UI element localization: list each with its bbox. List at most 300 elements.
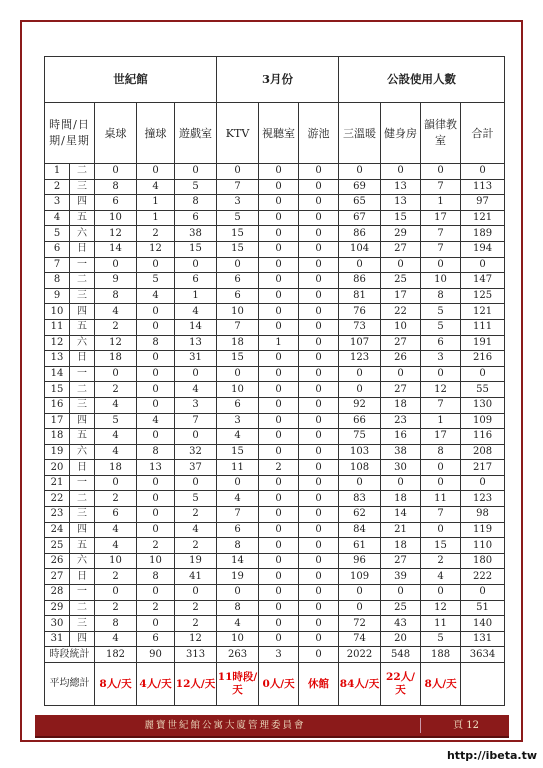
count-cell: 75 xyxy=(339,429,381,445)
count-cell: 6 xyxy=(217,397,259,413)
table-row xyxy=(45,475,505,491)
count-cell: 8 xyxy=(217,600,259,616)
count-cell: 0 xyxy=(299,366,339,382)
count-cell: 69 xyxy=(339,179,381,195)
count-cell: 4 xyxy=(95,522,137,538)
header-row-top xyxy=(45,57,505,103)
total-cell: 182 xyxy=(95,647,137,663)
count-cell: 10 xyxy=(95,553,137,569)
date-cell: 12 xyxy=(45,335,70,351)
weekday-cell: 四 xyxy=(70,631,95,647)
count-cell: 121 xyxy=(461,304,505,320)
table-row xyxy=(45,538,505,554)
date-cell: 15 xyxy=(45,382,70,398)
count-cell: 0 xyxy=(95,366,137,382)
total-cell: 263 xyxy=(217,647,259,663)
date-cell: 27 xyxy=(45,569,70,585)
count-cell: 0 xyxy=(259,429,299,445)
count-cell: 0 xyxy=(381,585,421,601)
count-cell: 18 xyxy=(381,491,421,507)
count-cell: 1 xyxy=(137,210,175,226)
count-cell: 0 xyxy=(339,366,381,382)
count-cell: 15 xyxy=(217,444,259,460)
count-cell: 0 xyxy=(259,351,299,367)
count-cell: 103 xyxy=(339,444,381,460)
facility-header: 撞球 xyxy=(137,103,175,164)
date-cell: 1 xyxy=(45,164,70,180)
count-cell: 0 xyxy=(217,164,259,180)
count-cell: 0 xyxy=(259,397,299,413)
count-cell: 123 xyxy=(461,491,505,507)
count-cell: 107 xyxy=(339,335,381,351)
count-cell: 0 xyxy=(421,164,461,180)
weekday-cell: 四 xyxy=(70,413,95,429)
count-cell: 109 xyxy=(461,413,505,429)
average-cell: 11時段/天 xyxy=(217,663,259,706)
count-cell: 15 xyxy=(421,538,461,554)
count-cell: 189 xyxy=(461,226,505,242)
count-cell: 4 xyxy=(137,179,175,195)
count-cell: 4 xyxy=(175,522,217,538)
count-cell: 6 xyxy=(175,273,217,289)
count-cell: 0 xyxy=(299,429,339,445)
count-cell: 25 xyxy=(381,600,421,616)
page-number: 頁 12 xyxy=(453,720,479,731)
count-cell: 113 xyxy=(461,179,505,195)
weekday-cell: 四 xyxy=(70,522,95,538)
count-cell: 0 xyxy=(259,413,299,429)
weekday-cell: 日 xyxy=(70,460,95,476)
count-cell: 7 xyxy=(217,319,259,335)
count-cell: 0 xyxy=(259,585,299,601)
count-cell: 8 xyxy=(421,288,461,304)
count-cell: 208 xyxy=(461,444,505,460)
count-cell: 8 xyxy=(217,538,259,554)
count-cell: 98 xyxy=(461,507,505,523)
count-cell: 27 xyxy=(381,241,421,257)
weekday-cell: 二 xyxy=(70,600,95,616)
count-cell: 4 xyxy=(175,382,217,398)
count-cell: 20 xyxy=(381,631,421,647)
count-cell: 76 xyxy=(339,304,381,320)
count-cell: 2 xyxy=(95,319,137,335)
count-cell: 0 xyxy=(461,164,505,180)
date-cell: 5 xyxy=(45,226,70,242)
count-cell: 0 xyxy=(381,366,421,382)
count-cell: 2 xyxy=(259,460,299,476)
weekday-cell: 一 xyxy=(70,475,95,491)
count-cell: 0 xyxy=(137,491,175,507)
building-header: 世紀館 xyxy=(45,57,217,103)
date-cell: 13 xyxy=(45,351,70,367)
weekday-cell: 四 xyxy=(70,195,95,211)
count-cell: 4 xyxy=(95,429,137,445)
count-cell: 38 xyxy=(381,444,421,460)
count-cell: 4 xyxy=(95,444,137,460)
date-cell: 14 xyxy=(45,366,70,382)
count-cell: 0 xyxy=(299,164,339,180)
date-cell: 17 xyxy=(45,413,70,429)
count-cell: 125 xyxy=(461,288,505,304)
facility-header: KTV xyxy=(217,103,259,164)
count-cell: 2 xyxy=(175,507,217,523)
count-cell: 6 xyxy=(175,210,217,226)
count-cell: 0 xyxy=(137,585,175,601)
count-cell: 0 xyxy=(259,164,299,180)
count-cell: 0 xyxy=(421,522,461,538)
facility-header: 韻律教室 xyxy=(421,103,461,164)
count-cell: 217 xyxy=(461,460,505,476)
count-cell: 119 xyxy=(461,522,505,538)
facility-header: 視聽室 xyxy=(259,103,299,164)
count-cell: 18 xyxy=(381,538,421,554)
count-cell: 0 xyxy=(381,164,421,180)
count-cell: 0 xyxy=(421,460,461,476)
count-cell: 0 xyxy=(421,366,461,382)
count-cell: 7 xyxy=(421,241,461,257)
count-cell: 4 xyxy=(175,304,217,320)
count-cell: 130 xyxy=(461,397,505,413)
facility-header: 遊戲室 xyxy=(175,103,217,164)
count-cell: 2 xyxy=(95,569,137,585)
count-cell: 0 xyxy=(299,179,339,195)
count-cell: 32 xyxy=(175,444,217,460)
count-cell: 12 xyxy=(421,600,461,616)
count-cell: 0 xyxy=(95,585,137,601)
count-cell: 6 xyxy=(217,273,259,289)
count-cell: 0 xyxy=(299,413,339,429)
count-cell: 0 xyxy=(95,257,137,273)
count-cell: 0 xyxy=(137,382,175,398)
count-cell: 5 xyxy=(137,273,175,289)
date-cell: 28 xyxy=(45,585,70,601)
count-cell: 13 xyxy=(175,335,217,351)
count-cell: 7 xyxy=(217,507,259,523)
count-cell: 92 xyxy=(339,397,381,413)
count-cell: 5 xyxy=(217,210,259,226)
count-cell: 0 xyxy=(175,585,217,601)
count-cell: 17 xyxy=(421,429,461,445)
count-cell: 25 xyxy=(381,273,421,289)
count-cell: 61 xyxy=(339,538,381,554)
count-cell: 16 xyxy=(381,429,421,445)
weekday-cell: 日 xyxy=(70,241,95,257)
count-cell: 0 xyxy=(259,475,299,491)
count-cell: 0 xyxy=(299,195,339,211)
date-cell: 4 xyxy=(45,210,70,226)
count-cell: 0 xyxy=(299,460,339,476)
count-cell: 43 xyxy=(381,616,421,632)
count-cell: 10 xyxy=(217,631,259,647)
count-cell: 9 xyxy=(95,273,137,289)
count-cell: 0 xyxy=(137,257,175,273)
count-cell: 4 xyxy=(95,538,137,554)
count-cell: 7 xyxy=(421,507,461,523)
count-cell: 0 xyxy=(299,600,339,616)
count-cell: 0 xyxy=(299,351,339,367)
count-cell: 0 xyxy=(259,522,299,538)
table-row xyxy=(45,429,505,445)
count-cell: 147 xyxy=(461,273,505,289)
count-cell: 0 xyxy=(461,475,505,491)
count-cell: 4 xyxy=(137,413,175,429)
count-cell: 66 xyxy=(339,413,381,429)
count-cell: 0 xyxy=(259,444,299,460)
date-cell: 6 xyxy=(45,241,70,257)
count-cell: 0 xyxy=(175,257,217,273)
count-cell: 0 xyxy=(137,304,175,320)
count-cell: 194 xyxy=(461,241,505,257)
count-cell: 0 xyxy=(175,164,217,180)
date-cell: 21 xyxy=(45,475,70,491)
count-cell: 0 xyxy=(259,304,299,320)
weekday-cell: 五 xyxy=(70,319,95,335)
count-cell: 5 xyxy=(421,304,461,320)
count-cell: 38 xyxy=(175,226,217,242)
count-cell: 0 xyxy=(137,397,175,413)
count-cell: 3 xyxy=(175,397,217,413)
average-cell: 22人/天 xyxy=(381,663,421,706)
table-row xyxy=(45,335,505,351)
total-cell: 2022 xyxy=(339,647,381,663)
table-row xyxy=(45,164,505,180)
count-cell: 0 xyxy=(299,569,339,585)
count-cell: 65 xyxy=(339,195,381,211)
count-cell: 5 xyxy=(421,319,461,335)
count-cell: 12 xyxy=(421,382,461,398)
date-cell: 25 xyxy=(45,538,70,554)
table-row xyxy=(45,273,505,289)
count-cell: 216 xyxy=(461,351,505,367)
count-cell: 8 xyxy=(137,569,175,585)
count-cell: 30 xyxy=(381,460,421,476)
count-cell: 0 xyxy=(299,585,339,601)
table-row xyxy=(45,366,505,382)
count-cell: 3 xyxy=(217,195,259,211)
month-header: 3月份 xyxy=(217,57,339,103)
count-cell: 26 xyxy=(381,351,421,367)
date-cell: 23 xyxy=(45,507,70,523)
date-cell: 18 xyxy=(45,429,70,445)
weekday-cell: 日 xyxy=(70,351,95,367)
date-cell: 22 xyxy=(45,491,70,507)
count-cell: 0 xyxy=(175,429,217,445)
averages-row xyxy=(45,663,505,706)
count-cell: 10 xyxy=(95,210,137,226)
table-row xyxy=(45,397,505,413)
count-cell: 51 xyxy=(461,600,505,616)
count-cell: 4 xyxy=(137,288,175,304)
count-cell: 13 xyxy=(137,460,175,476)
average-cell xyxy=(461,663,505,706)
count-cell: 11 xyxy=(421,491,461,507)
count-cell: 4 xyxy=(217,429,259,445)
count-cell: 0 xyxy=(299,257,339,273)
table-row xyxy=(45,288,505,304)
weekday-cell: 五 xyxy=(70,210,95,226)
count-cell: 0 xyxy=(137,507,175,523)
count-cell: 23 xyxy=(381,413,421,429)
count-cell: 131 xyxy=(461,631,505,647)
date-cell: 24 xyxy=(45,522,70,538)
count-cell: 19 xyxy=(175,553,217,569)
footer-organization: 麗寶世紀館公寓大廈管理委員會 xyxy=(144,720,306,731)
date-weekday-header: 時間/日期/星期 xyxy=(45,103,95,164)
count-cell: 0 xyxy=(95,475,137,491)
count-cell: 5 xyxy=(175,491,217,507)
count-cell: 0 xyxy=(137,164,175,180)
count-cell: 0 xyxy=(299,538,339,554)
count-cell: 0 xyxy=(259,382,299,398)
count-cell: 8 xyxy=(175,195,217,211)
count-cell: 0 xyxy=(421,257,461,273)
count-cell: 8 xyxy=(137,335,175,351)
count-cell: 8 xyxy=(95,616,137,632)
average-cell: 4人/天 xyxy=(137,663,175,706)
count-cell: 108 xyxy=(339,460,381,476)
count-cell: 73 xyxy=(339,319,381,335)
count-cell: 15 xyxy=(217,351,259,367)
count-cell: 180 xyxy=(461,553,505,569)
count-cell: 0 xyxy=(299,288,339,304)
count-cell: 31 xyxy=(175,351,217,367)
count-cell: 37 xyxy=(175,460,217,476)
count-cell: 0 xyxy=(299,553,339,569)
count-cell: 8 xyxy=(95,288,137,304)
count-cell: 4 xyxy=(95,304,137,320)
count-cell: 14 xyxy=(175,319,217,335)
count-cell: 0 xyxy=(259,241,299,257)
weekday-cell: 五 xyxy=(70,538,95,554)
column-header-row xyxy=(45,103,505,164)
table-row xyxy=(45,507,505,523)
table-row xyxy=(45,319,505,335)
average-cell: 休館 xyxy=(299,663,339,706)
count-cell: 6 xyxy=(217,522,259,538)
count-cell: 116 xyxy=(461,429,505,445)
count-cell: 12 xyxy=(95,226,137,242)
count-cell: 96 xyxy=(339,553,381,569)
count-cell: 14 xyxy=(381,507,421,523)
count-cell: 0 xyxy=(461,366,505,382)
count-cell: 6 xyxy=(421,335,461,351)
count-cell: 11 xyxy=(217,460,259,476)
count-cell: 0 xyxy=(259,257,299,273)
table-row xyxy=(45,304,505,320)
count-cell: 6 xyxy=(95,195,137,211)
date-cell: 7 xyxy=(45,257,70,273)
count-cell: 2 xyxy=(137,226,175,242)
count-cell: 0 xyxy=(299,210,339,226)
weekday-cell: 四 xyxy=(70,304,95,320)
count-cell: 10 xyxy=(217,304,259,320)
count-cell: 67 xyxy=(339,210,381,226)
count-cell: 2 xyxy=(175,616,217,632)
count-cell: 18 xyxy=(381,397,421,413)
count-cell: 0 xyxy=(299,631,339,647)
total-cell: 3 xyxy=(259,647,299,663)
count-cell: 0 xyxy=(217,475,259,491)
count-cell: 21 xyxy=(381,522,421,538)
count-cell: 0 xyxy=(259,538,299,554)
count-cell: 222 xyxy=(461,569,505,585)
weekday-cell: 二 xyxy=(70,491,95,507)
facility-header: 合計 xyxy=(461,103,505,164)
count-cell: 0 xyxy=(461,257,505,273)
count-cell: 83 xyxy=(339,491,381,507)
count-cell: 5 xyxy=(95,413,137,429)
count-cell: 0 xyxy=(299,335,339,351)
count-cell: 0 xyxy=(339,600,381,616)
totals-row xyxy=(45,647,505,663)
count-cell: 18 xyxy=(217,335,259,351)
count-cell: 0 xyxy=(299,491,339,507)
date-cell: 8 xyxy=(45,273,70,289)
count-cell: 10 xyxy=(381,319,421,335)
table-row xyxy=(45,460,505,476)
count-cell: 0 xyxy=(259,319,299,335)
count-cell: 0 xyxy=(259,507,299,523)
count-cell: 6 xyxy=(95,507,137,523)
count-cell: 3 xyxy=(421,351,461,367)
weekday-cell: 二 xyxy=(70,382,95,398)
facility-header: 健身房 xyxy=(381,103,421,164)
count-cell: 0 xyxy=(137,429,175,445)
count-cell: 0 xyxy=(299,304,339,320)
count-cell: 72 xyxy=(339,616,381,632)
watermark: http://ibeta.tw xyxy=(446,749,537,762)
count-cell: 0 xyxy=(137,616,175,632)
footer-divider xyxy=(420,718,421,733)
table-row xyxy=(45,522,505,538)
weekday-cell: 二 xyxy=(70,164,95,180)
count-cell: 0 xyxy=(299,397,339,413)
count-cell: 10 xyxy=(421,273,461,289)
count-cell: 0 xyxy=(299,507,339,523)
total-cell: 548 xyxy=(381,647,421,663)
count-cell: 2 xyxy=(95,491,137,507)
count-cell: 7 xyxy=(421,179,461,195)
count-cell: 10 xyxy=(137,553,175,569)
count-cell: 81 xyxy=(339,288,381,304)
count-cell: 1 xyxy=(421,413,461,429)
total-cell: 188 xyxy=(421,647,461,663)
table-row xyxy=(45,241,505,257)
weekday-cell: 五 xyxy=(70,429,95,445)
count-cell: 0 xyxy=(299,616,339,632)
count-cell: 0 xyxy=(137,319,175,335)
count-cell: 0 xyxy=(299,241,339,257)
count-cell: 86 xyxy=(339,273,381,289)
count-cell: 2 xyxy=(137,600,175,616)
count-cell: 7 xyxy=(421,397,461,413)
count-cell: 2 xyxy=(137,538,175,554)
count-cell: 0 xyxy=(137,475,175,491)
count-cell: 4 xyxy=(421,569,461,585)
count-cell: 121 xyxy=(461,210,505,226)
count-cell: 27 xyxy=(381,335,421,351)
table-row xyxy=(45,569,505,585)
count-cell: 0 xyxy=(259,195,299,211)
table-row xyxy=(45,382,505,398)
count-cell: 0 xyxy=(137,522,175,538)
count-cell: 0 xyxy=(217,366,259,382)
count-cell: 29 xyxy=(381,226,421,242)
facility-header: 游池 xyxy=(299,103,339,164)
date-cell: 29 xyxy=(45,600,70,616)
count-cell: 4 xyxy=(95,631,137,647)
count-cell: 4 xyxy=(95,397,137,413)
